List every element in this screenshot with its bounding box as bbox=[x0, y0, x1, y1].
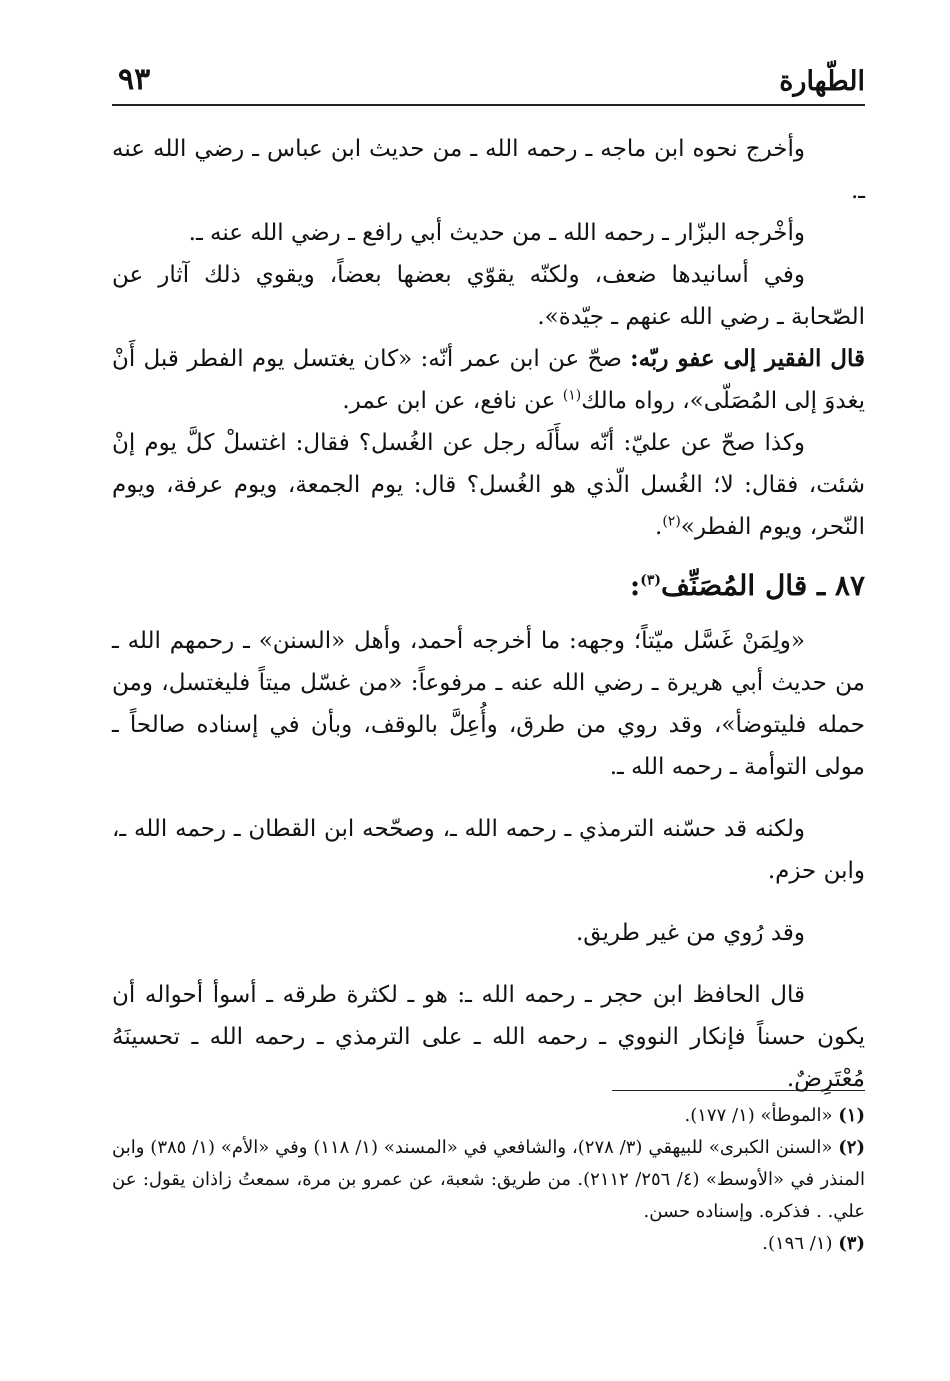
paragraph-faqir bbox=[112, 338, 865, 422]
paragraph-ibn-hajar: قال الحافظ ابن حجر ـ رحمه الله ـ: هو ـ لكثرة طرقه ـ أسوأ أحواله أن يكون حسناً فإنكار النووي ـ رحمه الله ـ على الترمذي ـ رحمه الله ـ تحسينَهُ مُعْتَرِضٌ. bbox=[112, 982, 865, 1092]
footnote-number: (٣) bbox=[838, 1233, 865, 1254]
footnote-text: «الموطأ» (١/ ١٧٧). bbox=[684, 1105, 833, 1126]
faqir-text: صحّ عن ابن عمر أنّه: «كان يغتسل يوم الفطر قبل أَنْ يغدوَ إلى المُصَلّى»، رواه مالك bbox=[112, 346, 865, 414]
section-heading-colon: : bbox=[629, 569, 641, 602]
main-text bbox=[112, 128, 865, 1100]
paragraph-turuq: وقد رُوي من غير طريق. bbox=[575, 920, 805, 946]
faqir-text-end: عن نافع، عن ابن عمر. bbox=[342, 388, 563, 414]
footnote-text: «السنن الكبرى» للبيهقي (٣/ ٢٧٨)، والشافعي في «المسند» (١/ ١١٨) وفي «الأم» (١/ ٣٨٥) وابن المنذر في «الأوسط» (٤/ ٢٥٦/ ٢١١٢). من طريق: شعبة، عن عمرو بن مرة، سمعتُ زاذان يقول: عن علي. . فذكره. وإسناده حسن. bbox=[112, 1137, 865, 1222]
ali-text: وكذا صحّ عن عليّ: أنّه سأَلَه رجل عن الغُسل؟ فقال: اغتسلْ كلَّ يوم إنْ شئت، فقال: لا؛ الغُسل الّذي هو الغُسل؟ قال: يوم الجمعة، ويوم عرفة، ويوم النّحر، ويوم الفطر» bbox=[112, 430, 865, 540]
paragraph-ali bbox=[112, 422, 865, 548]
footnote-text: (١/ ١٩٦). bbox=[762, 1233, 833, 1254]
footnote-2 bbox=[112, 1132, 865, 1228]
section-heading-text: ٨٧ ـ قال المُصَنِّف bbox=[661, 569, 865, 602]
footnote-ref-1[interactable]: (١) bbox=[562, 387, 582, 404]
page-header bbox=[112, 58, 865, 106]
chapter-title: الطّهارة bbox=[779, 66, 865, 97]
ali-text-end: . bbox=[655, 514, 663, 540]
paragraph-asanid: وفي أسانيدها ضعف، ولكنّه يقوّي بعضها بعضاً، ويقوي ذلك آثار عن الصّحابة ـ رضي الله عنهم ـ جيّدة». bbox=[112, 262, 865, 330]
paragraph-tirmidhi: ولكنه قد حسّنه الترمذي ـ رحمه الله ـ، وصحّحه ابن القطان ـ رحمه الله ـ، وابن حزم. bbox=[112, 816, 865, 884]
footnote-rule bbox=[612, 1090, 865, 1091]
header-rule bbox=[112, 104, 865, 106]
faqir-lead: قال الفقير إلى عفو ربّه: bbox=[630, 345, 865, 372]
footnote-3 bbox=[112, 1228, 865, 1260]
section-heading bbox=[112, 564, 865, 608]
page-number: ٩٣ bbox=[118, 62, 151, 97]
footnotes bbox=[112, 1100, 865, 1260]
paragraph-bazzar: وأخْرجه البزّار ـ رحمه الله ـ من حديث أبي رافع ـ رضي الله عنه ـ. bbox=[188, 220, 805, 246]
footnote-ref-2[interactable]: (٢) bbox=[662, 513, 681, 530]
paragraph-ibn-majah: وأخرج نحوه ابن ماجه ـ رحمه الله ـ من حديث ابن عباس ـ رضي الله عنه ـ. bbox=[112, 136, 865, 204]
paragraph-ghusl-mayyit: «ولِمَنْ غَسَّل ميّتاً؛ وجهه: ما أخرجه أحمد، وأهل «السنن» ـ رحمهم الله ـ من حديث أبي هريرة ـ رضي الله عنه ـ مرفوعاً: «من غسّل ميتاً فليغتسل، ومن حمله فليتوضأ»، وقد روي من طرق، وأُعِلَّ بالوقف، وبأن في إسناده صالحاً ـ مولى التوأمة ـ رحمه الله ـ. bbox=[112, 628, 865, 780]
footnote-ref-3[interactable]: (٣) bbox=[640, 572, 661, 589]
footnote-1 bbox=[112, 1100, 865, 1132]
footnote-number: (٢) bbox=[838, 1137, 865, 1158]
footnote-number: (١) bbox=[838, 1105, 865, 1126]
